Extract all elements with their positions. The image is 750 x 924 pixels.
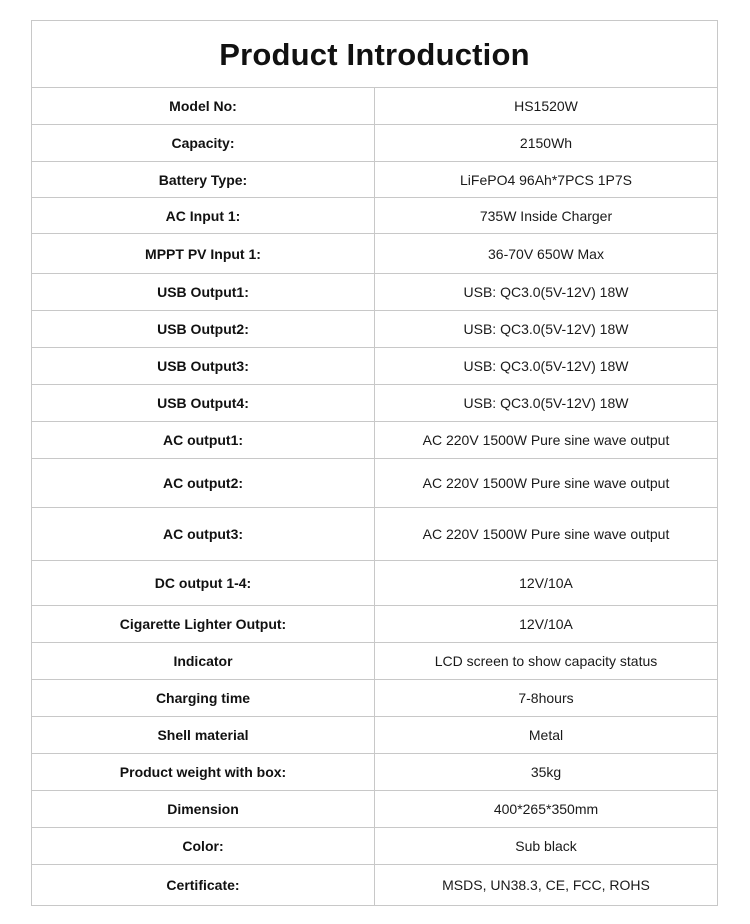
spec-row-cigarette-lighter — [32, 606, 718, 643]
spec-value: AC 220V 1500W Pure sine wave output — [375, 459, 718, 508]
spec-value: AC 220V 1500W Pure sine wave output — [375, 508, 718, 561]
spec-label: AC output2: — [32, 459, 375, 508]
spec-row-dimension — [32, 791, 718, 828]
spec-value: Metal — [375, 717, 718, 754]
spec-label: Product weight with box: — [32, 754, 375, 791]
spec-label: USB Output4: — [32, 385, 375, 422]
spec-value: HS1520W — [375, 88, 718, 125]
spec-row-usb-output-2 — [32, 311, 718, 348]
spec-value: 12V/10A — [375, 606, 718, 643]
spec-label: AC Input 1: — [32, 198, 375, 234]
spec-row-ac-output-2 — [32, 459, 718, 508]
spec-value: 735W Inside Charger — [375, 198, 718, 234]
spec-value: 35kg — [375, 754, 718, 791]
spec-value: 36-70V 650W Max — [375, 234, 718, 274]
spec-row-ac-output-1 — [32, 422, 718, 459]
spec-value: USB: QC3.0(5V-12V) 18W — [375, 311, 718, 348]
spec-row-indicator — [32, 643, 718, 680]
spec-row-ac-input — [32, 198, 718, 234]
spec-row-usb-output-1 — [32, 274, 718, 311]
spec-label: AC output1: — [32, 422, 375, 459]
spec-value: 400*265*350mm — [375, 791, 718, 828]
spec-value: MSDS, UN38.3, CE, FCC, ROHS — [375, 865, 718, 906]
table-title: Product Introduction — [32, 21, 718, 88]
spec-row-ac-output-3 — [32, 508, 718, 561]
spec-value: LiFePO4 96Ah*7PCS 1P7S — [375, 162, 718, 198]
spec-row-mppt-pv-input — [32, 234, 718, 274]
spec-label: Indicator — [32, 643, 375, 680]
spec-value: AC 220V 1500W Pure sine wave output — [375, 422, 718, 459]
spec-value: Sub black — [375, 828, 718, 865]
spec-row-model — [32, 88, 718, 125]
spec-value: 2150Wh — [375, 125, 718, 162]
spec-label: USB Output3: — [32, 348, 375, 385]
spec-value: 12V/10A — [375, 561, 718, 606]
spec-label: AC output3: — [32, 508, 375, 561]
spec-value: LCD screen to show capacity status — [375, 643, 718, 680]
spec-label: Capacity: — [32, 125, 375, 162]
spec-label: Color: — [32, 828, 375, 865]
spec-row-battery-type — [32, 162, 718, 198]
spec-row-certificate — [32, 865, 718, 906]
spec-row-dc-output — [32, 561, 718, 606]
spec-label: USB Output1: — [32, 274, 375, 311]
spec-label: Model No: — [32, 88, 375, 125]
spec-label: Certificate: — [32, 865, 375, 906]
spec-label: DC output 1-4: — [32, 561, 375, 606]
spec-label: MPPT PV Input 1: — [32, 234, 375, 274]
spec-label: Dimension — [32, 791, 375, 828]
spec-row-usb-output-3 — [32, 348, 718, 385]
spec-label: Battery Type: — [32, 162, 375, 198]
spec-row-weight — [32, 754, 718, 791]
spec-value: USB: QC3.0(5V-12V) 18W — [375, 348, 718, 385]
spec-value: USB: QC3.0(5V-12V) 18W — [375, 274, 718, 311]
spec-row-usb-output-4 — [32, 385, 718, 422]
spec-table-body — [32, 21, 718, 906]
spec-label: Charging time — [32, 680, 375, 717]
title-row — [32, 21, 718, 88]
spec-label: USB Output2: — [32, 311, 375, 348]
spec-row-capacity — [32, 125, 718, 162]
spec-value: USB: QC3.0(5V-12V) 18W — [375, 385, 718, 422]
spec-value: 7-8hours — [375, 680, 718, 717]
spec-row-color — [32, 828, 718, 865]
spec-row-shell-material — [32, 717, 718, 754]
spec-label: Shell material — [32, 717, 375, 754]
spec-label: Cigarette Lighter Output: — [32, 606, 375, 643]
product-spec-table — [31, 20, 718, 906]
spec-row-charging-time — [32, 680, 718, 717]
